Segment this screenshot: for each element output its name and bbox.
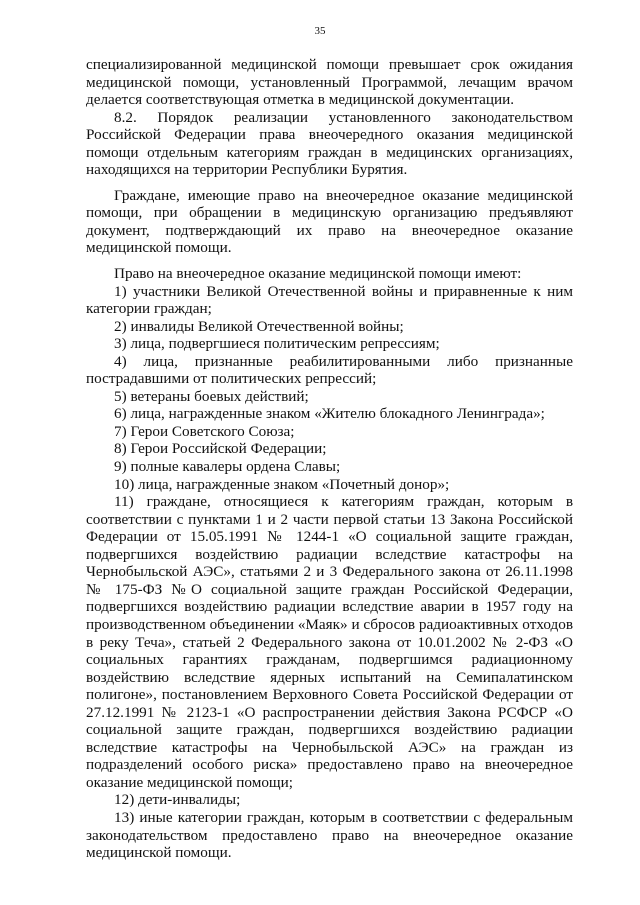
documents-paragraph: Граждане, имеющие право на внеочередное оказание медицинской помощи, при обращении в медицинскую организацию предъявляют документ, подтверждающий их право на внеочередное оказание медицинской помощи. xyxy=(86,186,573,257)
paragraph-gap xyxy=(86,257,573,265)
list-item-7: 7) Герои Советского Союза; xyxy=(114,422,295,440)
page-body xyxy=(86,56,573,862)
list-item-4: 4) лица, признанные реабилитированными либо признанные пострадавшими от политических репрессий; xyxy=(86,352,573,388)
list-item-10: 10) лица, награжденные знаком «Почетный донор»; xyxy=(114,475,450,493)
list-item-13: 13) иные категории граждан, которым в соответствии с федеральным законодательством предоставлено право на внеочередное оказание медицинской помощи. xyxy=(86,808,573,862)
list-item-3: 3) лица, подвергшиеся политическим репрессиям; xyxy=(114,335,440,353)
list-intro: Право на внеочередное оказание медицинской помощи имеют: xyxy=(114,265,522,283)
list-item-2: 2) инвалиды Великой Отечественной войны; xyxy=(114,317,404,335)
section-8-2-heading-paragraph: 8.2. Порядок реализации установленного законодательством Российской Федерации права внеочередного оказания медицинской помощи отдельным категориям граждан в медицинских организациях, находящихся на территории Республики Бурятия. xyxy=(86,108,573,179)
intro-continuation-paragraph: специализированной медицинской помощи превышает срок ожидания медицинской помощи, установленный Программой, лечащим врачом делается соответствующая отметка в медицинской документации. xyxy=(86,56,573,109)
page-number: 35 xyxy=(314,25,326,37)
list-item-6: 6) лица, награжденные знаком «Жителю блокадного Ленинграда»; xyxy=(114,405,545,423)
list-item-11: 11) граждане, относящиеся к категориям граждан, которым в соответствии с пунктами 1 и 2 части первой статьи 13 Закона Российской Федерации от 15.05.1991 № 1244-1 «О социальной защите граждан, подвергшихся воздействию радиации вследствие катастрофы на Чернобыльской АЭС», статьями 2 и 3 Федерального закона от 26.11.1998 № 175-ФЗ №О социальной защите граждан Российской Федерации, подвергшихся воздействию радиации вследствие аварии в 1957 году на производственном объединении «Маяк» и сбросов радиоактивных отходов в реку Теча», статьей 2 Федерального закона от 10.01.2002 № 2-ФЗ «О социальных гарантиях гражданам, подвергшимся радиационному воздействию вследствие ядерных испытаний на Семипалатинском полигоне», постановлением Верховного Совета Российской Федерации от 27.12.1991 № 2123-1 «О распространении действия Закона РСФСР «О социальной защите граждан, подвергшихся воздействию радиации вследствие катастрофы на Чернобыльской АЭС» на граждан из подразделений особого риска» предоставлено право на внеочередное оказание медицинской помощи; xyxy=(86,493,573,791)
list-item-9: 9) полные кавалеры ордена Славы; xyxy=(114,458,341,476)
list-item-12: 12) дети-инвалиды; xyxy=(114,791,241,809)
list-item-1: 1) участники Великой Отечественной войны и приравненные к ним категории граждан; xyxy=(86,282,573,318)
list-item-5: 5) ветераны боевых действий; xyxy=(114,387,309,405)
list-item-8: 8) Герои Российской Федерации; xyxy=(114,440,327,458)
paragraph-gap xyxy=(86,179,573,187)
